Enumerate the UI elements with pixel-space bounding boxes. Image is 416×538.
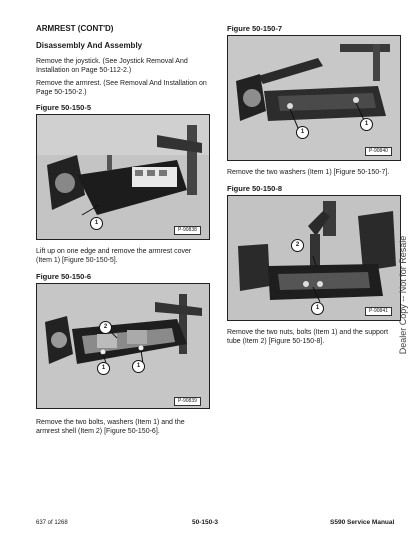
figure-photo-armrest-cover [36, 114, 210, 240]
paragraph-remove-armrest: Remove the armrest. (See Removal And Installation on Page 50-150-2.) [36, 80, 207, 96]
photo-number: P-90839 [174, 397, 201, 406]
photo-number: P-90840 [365, 147, 392, 156]
washers-illustration [228, 36, 400, 160]
subsection-title: Disassembly And Assembly [36, 41, 143, 50]
paragraph-remove-nuts: Remove the two nuts, bolts (Item 1) and the support tube (Item 2) [Figure 50-150-8]. [227, 329, 389, 345]
photo-number: P-90841 [365, 307, 392, 316]
figure-photo-armrest-shell [36, 283, 210, 409]
paragraph-remove-joystick: Remove the joystick. (See Joystick Removal And Installation on Page 50-112-2.) [36, 58, 188, 74]
callout-item-1: 1 [90, 217, 103, 230]
figure-title-5: Figure 50-150-5 [36, 103, 92, 112]
figure-title-6: Figure 50-150-6 [36, 272, 92, 281]
callout-item-1: 1 [311, 302, 324, 315]
figure-title-7: Figure 50-150-7 [227, 24, 283, 33]
paragraph-remove-cover: Lift up on one edge and remove the armrest cover (Item 1) [Figure 50-150-5]. [36, 248, 192, 264]
page-count: 637 of 1268 [36, 520, 68, 526]
callout-item-1: 1 [132, 360, 145, 373]
paragraph-remove-washers: Remove the two washers (Item 1) [Figure 50-150-7]. [227, 169, 390, 176]
paragraph-remove-bolts: Remove the two bolts, washers (Item 1) and the armrest shell (Item 2) [Figure 50-150-6]. [36, 419, 185, 435]
callout-item-1: 1 [296, 126, 309, 139]
dealer-copy-watermark [395, 215, 411, 375]
callout-item-1: 1 [360, 118, 373, 131]
callout-item-2: 2 [291, 239, 304, 252]
figure-title-8: Figure 50-150-8 [227, 184, 283, 193]
armrest-shell-illustration [37, 284, 209, 408]
callout-item-2: 2 [99, 321, 112, 334]
manual-title: S590 Service Manual [330, 519, 395, 526]
dealer-copy-text: Dealer Copy -- Not for Resale [398, 235, 408, 355]
section-title: ARMREST (CONT'D) [36, 24, 114, 33]
armrest-cover-illustration [37, 115, 209, 239]
photo-number: P-90838 [174, 226, 201, 235]
page-number: 50-150-3 [192, 519, 219, 526]
callout-item-1: 1 [97, 362, 110, 375]
figure-photo-washers [227, 35, 401, 161]
support-tube-illustration [228, 196, 400, 320]
